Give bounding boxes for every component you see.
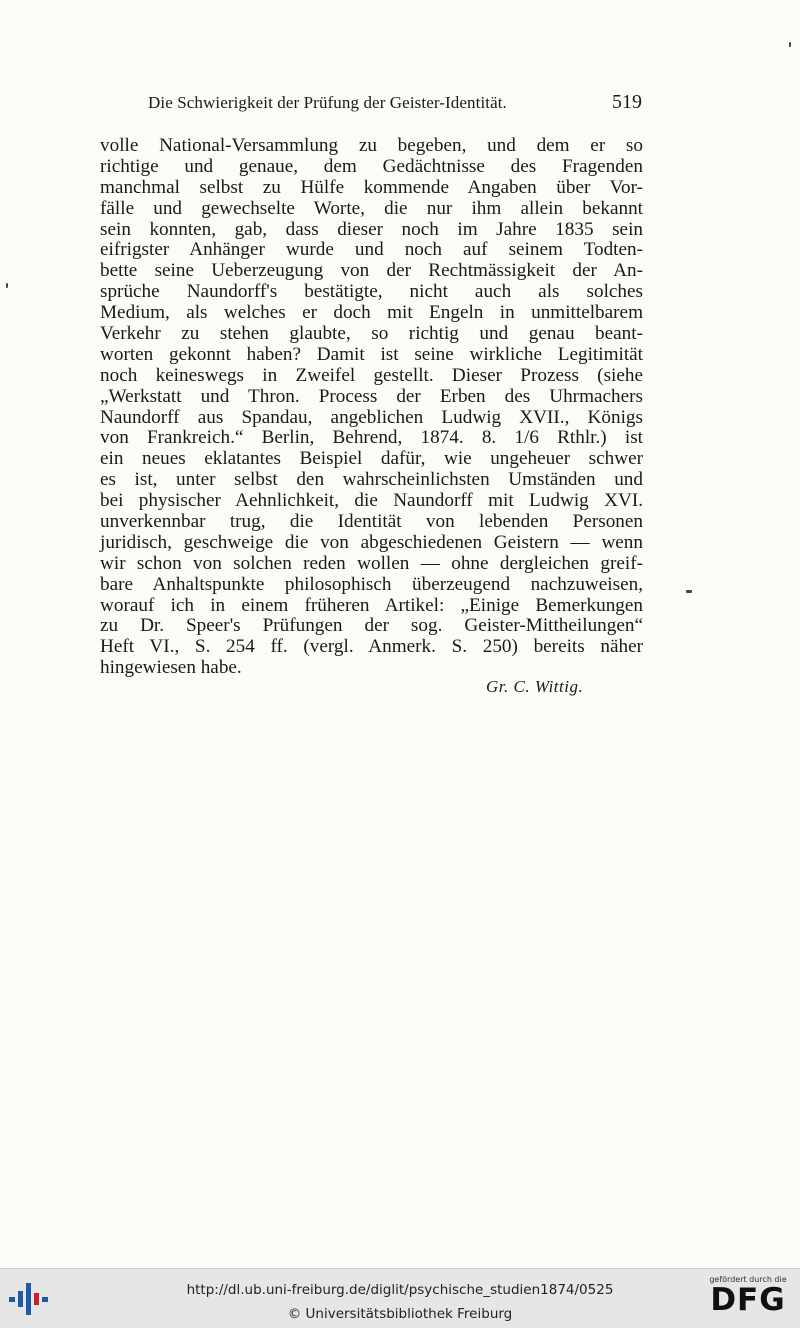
text-line: es ist, unter selbst den wahrscheinlichsten Umständen und [100, 469, 643, 491]
text-line: Medium, als welches er doch mit Engeln in unmittelbarem [100, 302, 643, 324]
scan-speck [6, 283, 8, 288]
body-text [100, 136, 643, 679]
scan-speck [789, 42, 791, 47]
text-line: bei physischer Aehnlichkeit, die Naundorff mit Ludwig XVI. [100, 490, 643, 512]
text-line: wir schon von solchen reden wollen — ohne dergleichen greif- [100, 552, 643, 574]
dfg-tagline: gefördert durch die [709, 1275, 787, 1284]
document-url[interactable]: http://dl.ub.uni-freiburg.de/diglit/psychische_studien1874/0525 [186, 1282, 614, 1298]
text-line: manchmal selbst zu Hülfe kommende Angaben über Vor- [100, 176, 643, 198]
text-line: „Werkstatt und Thron. Process der Erben des Uhrmachers [100, 385, 643, 407]
text-line: unverkennbar trug, die Identität von lebenden Personen [100, 511, 643, 533]
text-line: fälle und gewechselte Worte, die nur ihm allein bekannt [100, 197, 643, 219]
text-line: volle National-Versammlung zu begeben, und dem er so [100, 135, 643, 156]
text-line: sein konnten, gab, dass dieser noch im Jahre 1835 sein [100, 218, 643, 240]
text-line: worauf ich in einem früheren Artikel: „Einige Bemerkungen [100, 594, 643, 616]
text-line: richtige und genaue, dem Gedächtnisse des Fragenden [100, 155, 643, 177]
running-title: Die Schwierigkeit der Prüfung der Geister-Identität. [148, 93, 507, 112]
copyright-notice: © Universitätsbibliothek Freiburg [287, 1306, 513, 1322]
text-line: worten gekonnt haben? Damit ist seine wirkliche Legitimität [100, 343, 643, 365]
author-signature: Gr. C. Wittig. [486, 677, 584, 696]
text-line: ein neues eklatantes Beispiel dafür, wie ungeheuer schwer [100, 448, 643, 470]
text-line: juridisch, geschweige die von abgeschiedenen Geistern — wenn [100, 531, 643, 553]
text-line: von Frankreich.“ Berlin, Behrend, 1874. 8. 1/6 Rthlr.) ist [100, 427, 643, 449]
page-number: 519 [612, 91, 642, 113]
text-line: bette seine Ueberzeugung von der Rechtmässigkeit der An- [100, 260, 643, 282]
text-line: noch keineswegs in Zweifel gestellt. Dieser Prozess (siehe [100, 364, 643, 386]
text-line: hingewiesen habe. [100, 657, 242, 679]
page-header [148, 93, 642, 119]
dfg-logo-text: DFG [710, 1282, 786, 1318]
text-line: Heft VI., S. 254 ff. (vergl. Anmerk. S. 250) bereits näher [100, 636, 643, 658]
viewer-footer [0, 1268, 800, 1328]
text-line: Verkehr zu stehen glaubte, so richtig und genau beant- [100, 323, 643, 345]
text-line: sprüche Naundorff's bestätigte, nicht auch als solches [100, 281, 643, 303]
text-line: bare Anhaltspunkte philosophisch überzeugend nachzuweisen, [100, 573, 643, 595]
scan-speck [686, 590, 692, 593]
dfg-logo-icon [704, 1275, 792, 1323]
text-line: zu Dr. Speer's Prüfungen der sog. Geister-Mittheilungen“ [100, 615, 643, 637]
text-line: eifrigster Anhänger wurde und noch auf seinem Todten- [100, 239, 643, 261]
text-line: Naundorff aus Spandau, angeblichen Ludwig XVII., Königs [100, 406, 643, 428]
